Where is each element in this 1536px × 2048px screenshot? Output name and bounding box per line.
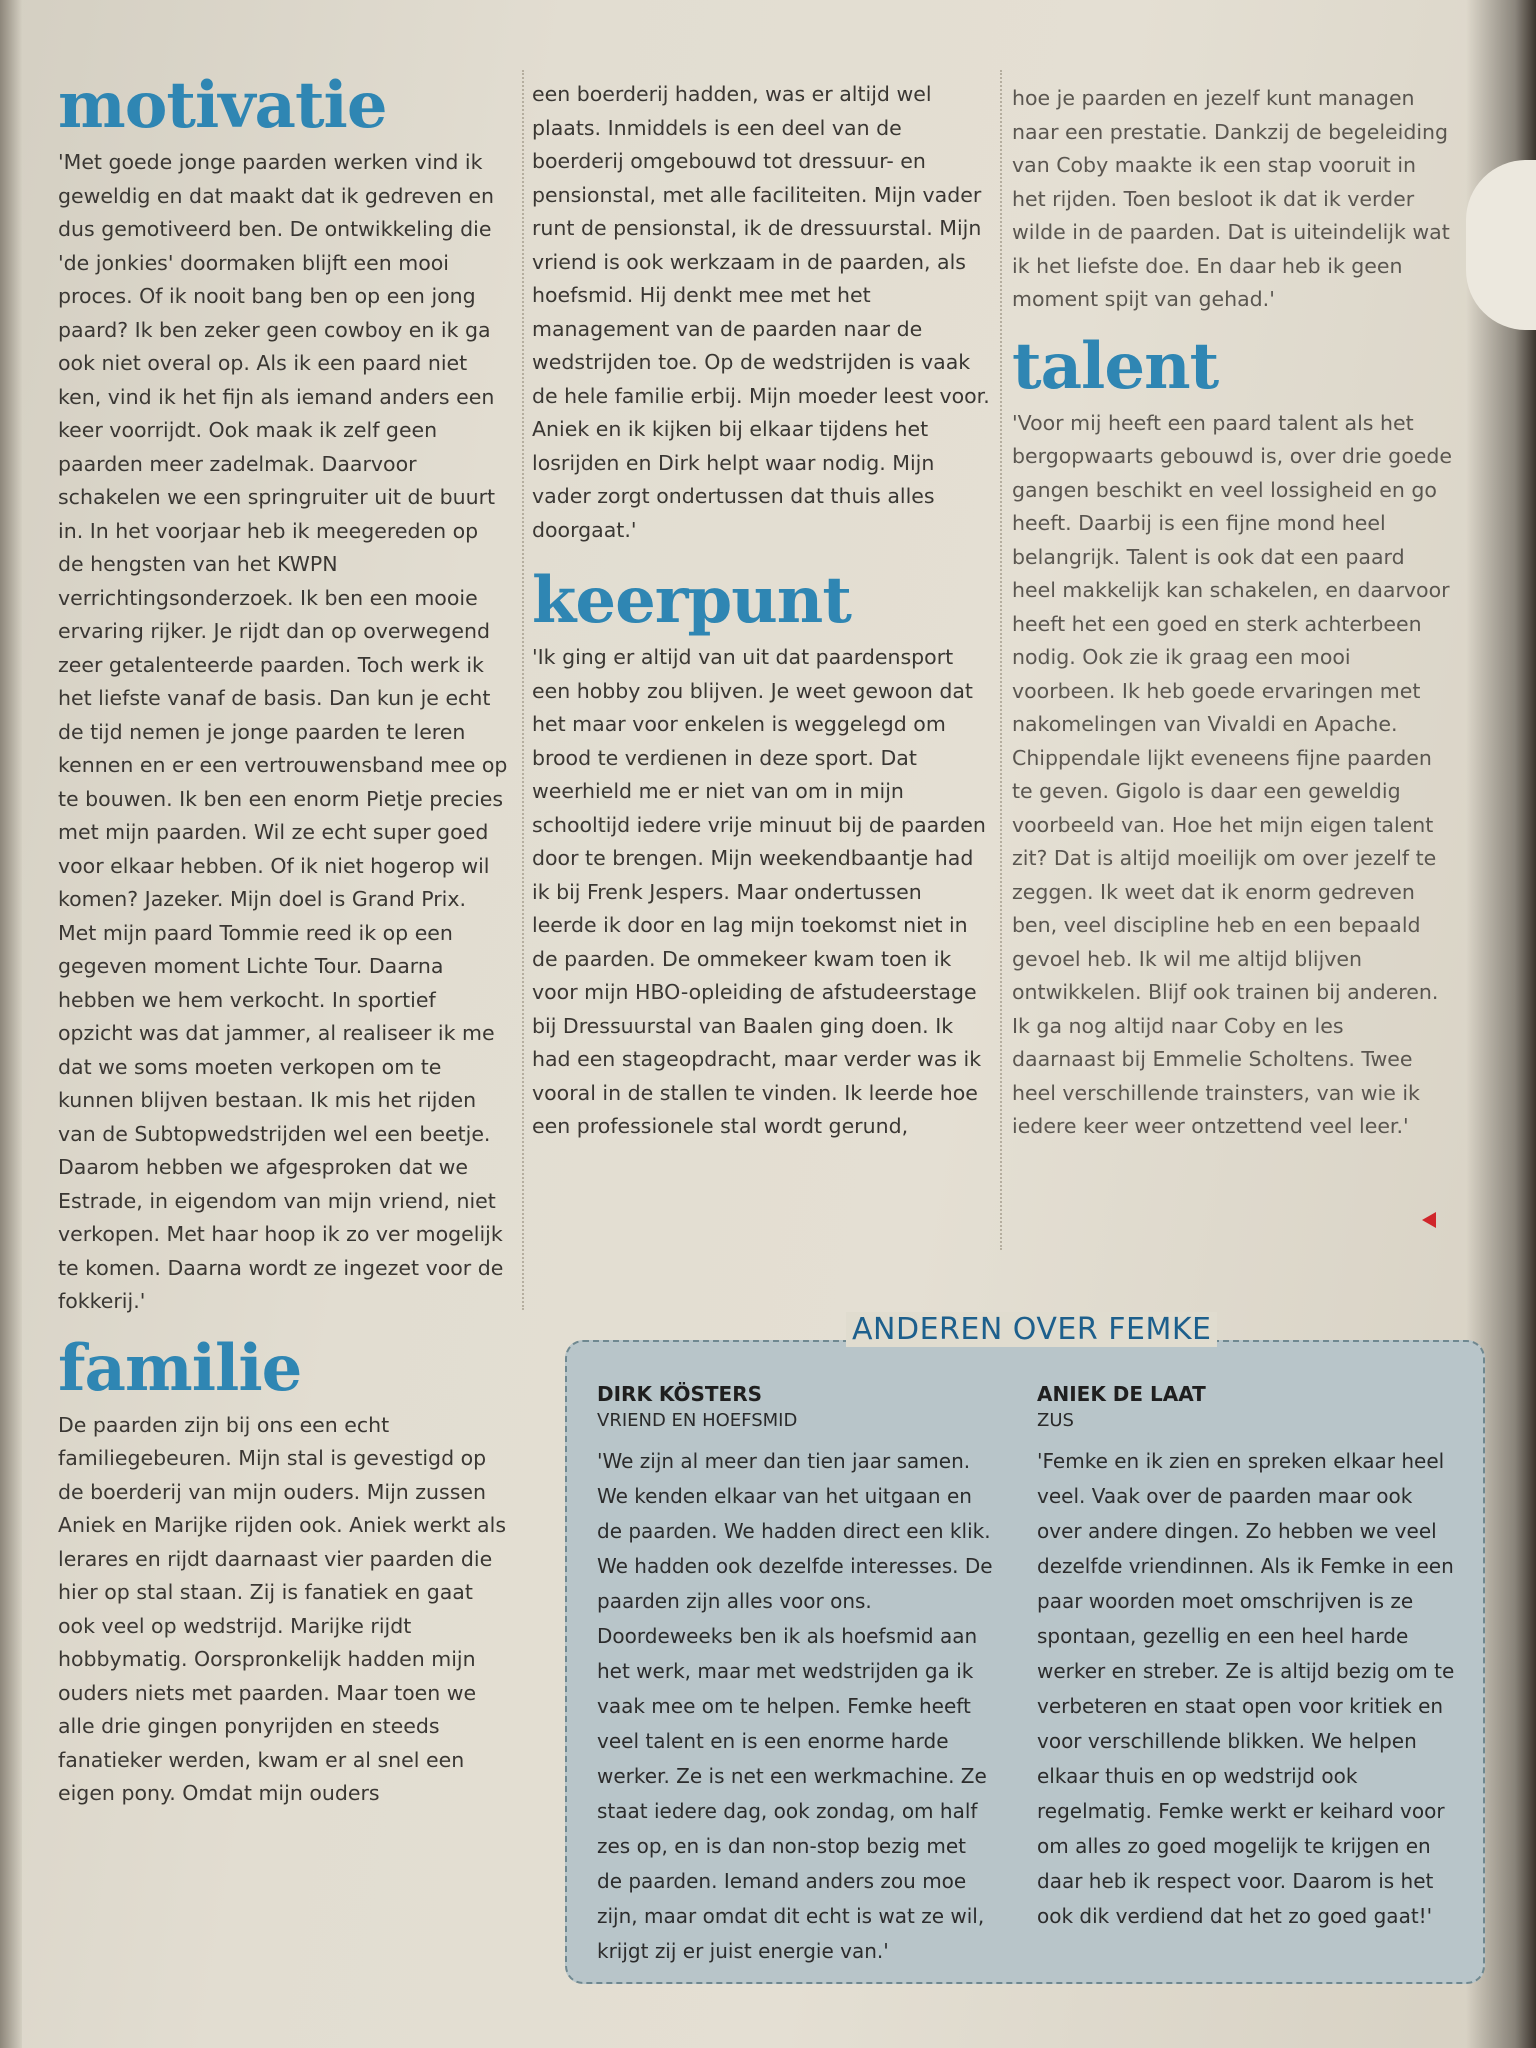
quote-author-name: DIRK KÖSTERS — [597, 1382, 763, 1406]
quote-dirk — [597, 1380, 997, 1969]
quote-aniek — [1037, 1380, 1457, 1934]
heading-talent: talent — [1012, 328, 1219, 404]
quotes-box-title: ANDEREN OVER FEMKE — [846, 1312, 1217, 1347]
paragraph-talent: 'Voor mij heeft een paard talent als het bergopwaarts gebouwd is, over drie goede gangen beschikt en veel lossigheid en go heeft. Daarbij is een fijne mond heel belangrijk. Talent is ook dat een paard heel makkelijk kan schakelen, en daarvoor heeft het een goed en sterk achterbeen nodig. Ook zie ik graag een mooi voorbeen. Ik heb goede ervaringen met nakomelingen van Vivaldi en Apache. Chippendale lijkt eveneens fijne paarden te geven. Gigolo is daar een geweldig voorbeeld van. Hoe het mijn eigen talent zit? Dat is altijd moeilijk om over jezelf te zeggen. Ik weet dat ik enorm gedreven ben, veel discipline heb en een bepaald gevoel heb. Ik wil me altijd blijven ontwikkelen. Blijf ook trainen bij anderen. Ik ga nog altijd naar Coby en les daarnaast bij Emmelie Scholtens. Twee heel verschillende trainsters, van wie ik iedere keer weer ontzettend veel leer.' — [1012, 410, 1452, 1138]
quote-author-role: VRIEND EN HOEFSMID — [597, 1410, 798, 1431]
article-end-marker-icon — [1422, 1212, 1436, 1228]
quotes-box — [565, 1340, 1485, 1984]
quote-author-role: ZUS — [1037, 1410, 1074, 1431]
quote-author-name: ANIEK DE LAAT — [1037, 1382, 1206, 1406]
page-edge-tab — [1466, 160, 1536, 330]
heading-keerpunt: keerpunt — [532, 563, 851, 638]
paragraph-familie-continued: een boerderij hadden, was er altijd wel plaats. Inmiddels is een deel van de boerderij omgebouwd tot dressuur- en pensionstal, met alle faciliteiten. Mijn vader runt de pensionstal, ik de dressuurstal. Mijn vriend is ook werkzaam in de paarden, als hoefsmid. Hij denkt mee met het management van de paarden naar de wedstrijden toe. Op de wedstrijden is vaak de hele familie erbij. Mijn moeder leest voor. Aniek en ik kijken bij elkaar tijdens het losrijden en Dirk helpt waar nodig. Mijn vader zorgt ondertussen dat thuis alles doorgaat.' — [532, 82, 990, 542]
paragraph-keerpunt-continued: hoe je paarden en jezelf kunt managen naar een prestatie. Dankzij de begeleiding van Coby maakte ik een stap vooruit in het rijden. Toen besloot ik dat ik verder wilde in de paarden. Dat is uiteindelijk wat ik het liefste doe. En daar heb ik geen moment spijt van gehad.' — [1012, 86, 1450, 311]
paragraph-motivatie: 'Met goede jonge paarden werken vind ik geweldig en dat maakt dat ik gedreven en dus gemotiveerd ben. De ontwikkeling die 'de jonkies' doormaken blijft een mooi proces. Of ik nooit bang ben op een jong paard? Ik ben zeker geen cowboy en ik ga ook niet overal op. Als ik een paard niet ken, vind ik het fijn als iemand anders een keer voorrijdt. Ook maak ik zelf geen paarden meer zadelmak. Daarvoor schakelen we een springruiter uit de buurt in. In het voorjaar heb ik meegereden op de hengsten van het KWPN verrichtingsonderzoek. Ik ben een mooie ervaring rijker. Je rijdt dan op overwegend zeer getalenteerde paarden. Toch werk ik het liefste vanaf de basis. Dan kun je echt de tijd nemen je jonge paarden te leren kennen en er een vertrouwensband mee op te bouwen. Ik ben een enorm Pietje precies met mijn paarden. Wil ze echt super goed voor elkaar hebben. Of ik niet hogerop wil komen? Jazeker. Mijn doel is Grand Prix. Met mijn paard Tommie reed ik op een gegeven moment Lichte Tour. Daarna hebben we hem verkocht. In sportief opzicht was dat jammer, al realiseer ik me dat we soms moeten verkopen om te kunnen blijven bestaan. Ik mis het rijden van de Subtopwedstrijden wel een beetje. Daarom hebben we afgesproken dat we Estrade, in eigendom van mijn vriend, niet verkopen. Met haar hoop ik zo ver mogelijk te komen. Daarna wordt ze ingezet voor de fokkerij.' — [58, 150, 508, 1313]
column-divider-2 — [1000, 70, 1002, 1250]
heading-motivatie: motivatie — [58, 68, 387, 143]
quote-text: 'Femke en ik zien en spreken elkaar heel veel. Vaak over de paarden maar ook over andere dingen. Zo hebben we veel dezelfde vriendinnen. Als ik Femke in een paar woorden moet omschrijven is ze spontaan, gezellig en een heel harde werker en streber. Ze is altijd bezig om te verbeteren en staat open voor kritiek en voor verschillende blikken. We helpen elkaar thuis en op wedstrijd ook regelmatig. Femke werkt er keihard voor om alles zo goed mogelijk te krijgen en daar heb ik respect voor. Daarom is het ook dik verdiend dat het zo goed gaat!' — [1037, 1449, 1455, 1928]
page-gutter-shadow — [0, 0, 22, 2048]
column-2 — [532, 78, 992, 1144]
column-3 — [1012, 82, 1452, 1144]
paragraph-familie: De paarden zijn bij ons een echt familiegebeuren. Mijn stal is gevestigd op de boerderij van mijn ouders. Mijn zussen Aniek en Marijke rijden ook. Aniek werkt als lerares en rijdt daarnaast vier paarden die hier op stal staan. Zij is fanatiek en gaat ook veel op wedstrijd. Marijke rijdt hobbymatig. Oorspronkelijk hadden mijn ouders niets met paarden. Maar toen we alle drie gingen ponyrijden en steeds fanatieker werden, kwam er al snel een eigen pony. Omdat mijn ouders — [58, 1412, 506, 1805]
paragraph-keerpunt: 'Ik ging er altijd van uit dat paardensport een hobby zou blijven. Je weet gewoon dat het maar voor enkelen is weggelegd om brood te verdienen in deze sport. Dat weerhield me er niet van om in mijn schooltijd iedere vrije minuut bij de paarden door te brengen. Mijn weekendbaantje had ik bij Frenk Jespers. Maar ondertussen leerde ik door en lag mijn toekomst niet in de paarden. De ommekeer kwam toen ik voor mijn HBO-opleiding de afstudeerstage bij Dressuurstal van Baalen ging doen. Ik had een stageopdracht, maar verder was ik vooral in de stallen te vinden. Ik leerde hoe een professionele stal wordt gerund, — [532, 645, 986, 1138]
column-1 — [58, 70, 508, 1811]
column-divider-1 — [522, 70, 524, 1310]
heading-familie: familie — [58, 1330, 302, 1406]
quote-text: 'We zijn al meer dan tien jaar samen. We kenden elkaar van het uitgaan en de paarden. We hadden direct een klik. We hadden ook dezelfde interesses. De paarden zijn alles voor ons. Doordeweeks ben ik als hoefsmid aan het werk, maar met wedstrijden ga ik vaak mee om te helpen. Femke heeft veel talent en is een enorme harde werker. Ze is net een werkmachine. Ze staat iedere dag, ook zondag, om half zes op, en is dan non-stop bezig met de paarden. Iemand anders zou moe zijn, maar omdat dit echt is wat ze wil, krijgt zij er juist energie van.' — [597, 1449, 993, 1963]
